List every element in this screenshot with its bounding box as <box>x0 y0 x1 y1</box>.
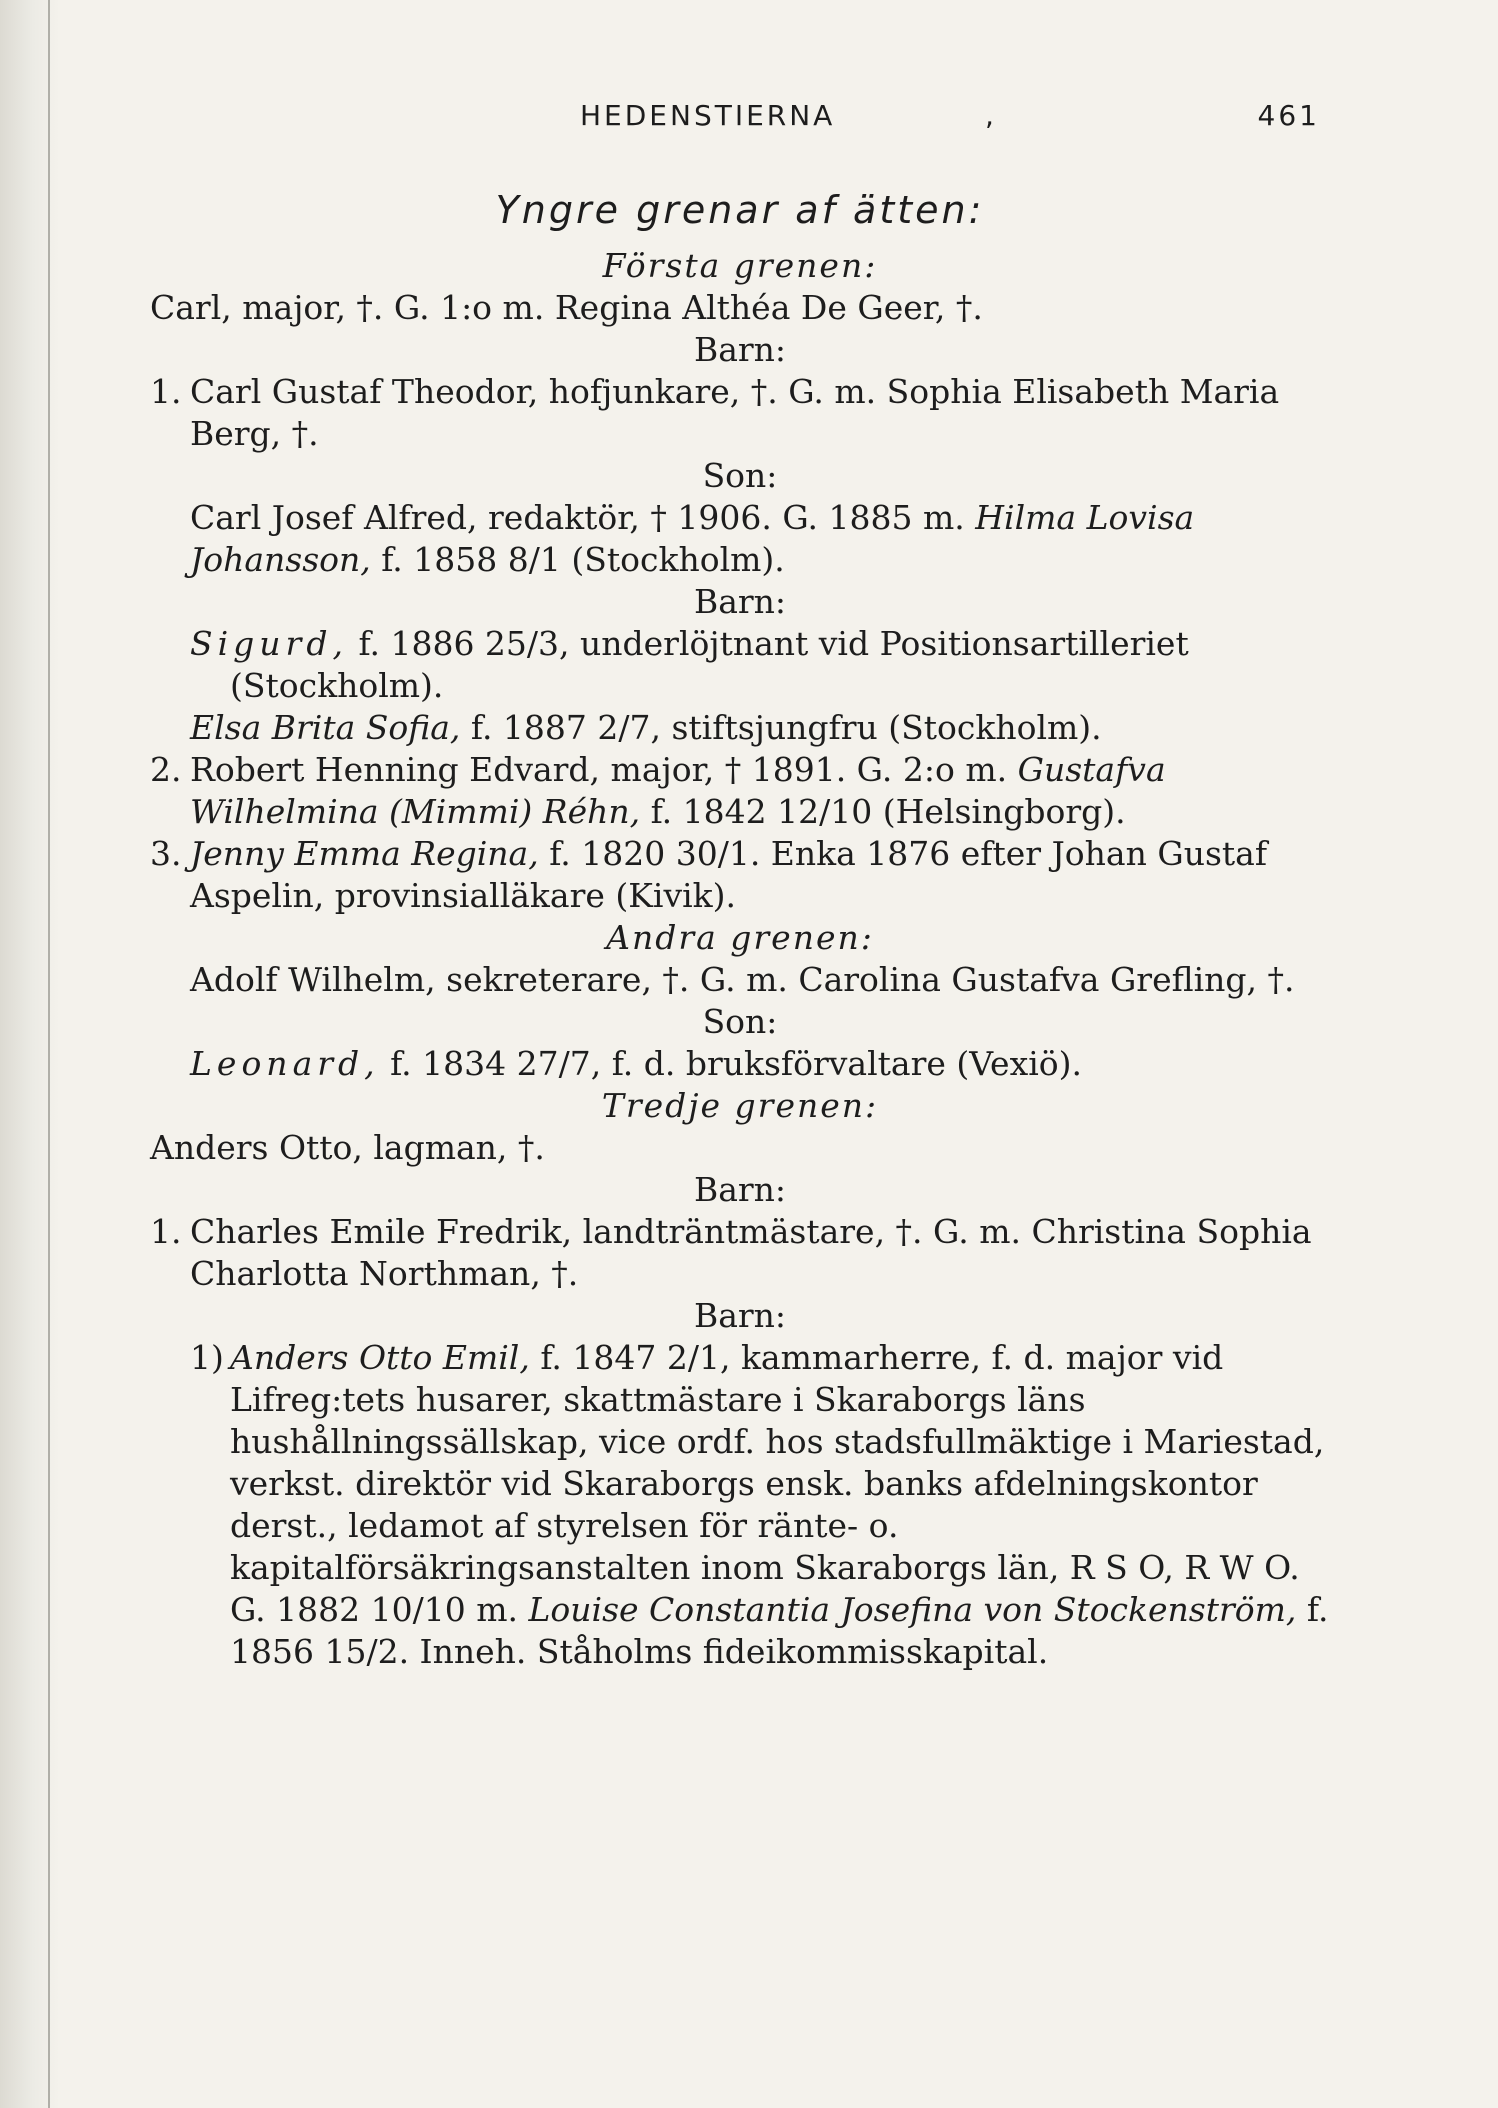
list-number: 1. <box>150 1212 182 1251</box>
barn-label: Barn: <box>693 330 787 369</box>
list-item <box>150 1337 1330 1673</box>
entry-text: f. 1887 2/7, stiftsjungfru (Stockholm). <box>470 708 1102 747</box>
son-label: Son: <box>702 456 778 495</box>
barn-label: Barn: <box>693 582 787 621</box>
list-item <box>150 1043 1330 1085</box>
entry-text: Charles Emile Fredrik, landträntmästare, †. G. m. Christina Sophia Charlotta Northman, †. <box>190 1212 1312 1293</box>
entry-text: f. 1842 12/10 (Helsingborg). <box>650 792 1126 831</box>
page-number: 461 <box>1257 99 1320 132</box>
list-number: 3. <box>150 834 182 873</box>
list-number: 1. <box>150 372 182 411</box>
section-title: Yngre grenar af ätten: <box>495 188 985 232</box>
list-item <box>150 623 1330 707</box>
branch-founder: Anders Otto, lagman, †. <box>150 1128 545 1167</box>
branch-heading: Första grenen: <box>602 246 878 285</box>
person-name: Leonard, <box>190 1044 380 1083</box>
list-number: 1) <box>190 1338 224 1377</box>
branch-heading: Tredje grenen: <box>601 1086 879 1125</box>
entry-text: Carl Gustaf Theodor, hofjunkare, †. G. m. Sophia Elisabeth Maria Berg, †. <box>190 372 1280 453</box>
list-number: 2. <box>150 750 182 789</box>
spouse-name: Louise Constantia Josefina von Stockenström, <box>528 1590 1297 1629</box>
list-item <box>150 707 1330 749</box>
son-label: Son: <box>702 1002 778 1041</box>
branch-heading: Andra grenen: <box>606 918 874 957</box>
running-title: HEDENSTIERNA <box>580 99 836 132</box>
branch-founder: Carl, major, †. G. 1:o m. Regina Althéa De Geer, †. <box>150 288 983 327</box>
list-item <box>150 833 1330 917</box>
spouse-name: Gustafva Wilhelmina (Mimmi) Réhn, <box>190 750 1166 831</box>
person-name: Sigurd, <box>190 624 348 663</box>
entry-text: Carl Josef Alfred, redaktör, † 1906. G. 1885 m. <box>190 498 965 537</box>
barn-label: Barn: <box>693 1170 787 1209</box>
list-item <box>150 497 1330 581</box>
entry-text: Robert Henning Edvard, major, † 1891. G. 2:o m. <box>190 750 1008 789</box>
book-page <box>150 95 1330 1673</box>
person-name: Jenny Emma Regina, <box>190 834 539 873</box>
person-name: Anders Otto Emil, <box>230 1338 530 1377</box>
list-item <box>150 749 1330 833</box>
barn-label: Barn: <box>693 1296 787 1335</box>
list-item <box>150 1211 1330 1295</box>
entry-text: f. 1856 15/2. Inneh. Ståholms fideikommisskapital. <box>230 1590 1329 1671</box>
list-item <box>150 371 1330 455</box>
branch-founder: Adolf Wilhelm, sekreterare, †. G. m. Carolina Gustafva Grefling, †. <box>190 960 1295 999</box>
page-spine-line <box>48 0 50 2108</box>
header-mark: , <box>985 99 997 132</box>
entry-text: f. 1820 30/1. Enka 1876 efter Johan Gustaf Aspelin, provinsialläkare (Kivik). <box>190 834 1268 915</box>
page-spine-shadow <box>0 0 60 2108</box>
entry-text: f. 1834 27/7, f. d. bruksförvaltare (Vexiö). <box>390 1044 1082 1083</box>
page-header <box>150 95 1330 141</box>
entry-text: f. 1886 25/3, underlöjtnant vid Positionsartilleriet (Stockholm). <box>230 624 1189 705</box>
entry-text: f. 1847 2/1, kammarherre, f. d. major vid Lifreg:tets husarer, skattmästare i Skaraborgs läns hushållningssällskap, vice ordf. hos stadsfullmäktige i Mariestad, verkst. direktör vid Skaraborgs ensk. banks afdelningskontor derst., ledamot af styrelsen för ränte- o. kapitalförsäkringsanstalten inom Skaraborgs län, R S O, R W O. G. 1882 10/10 m. <box>230 1338 1325 1629</box>
spouse-name: Hilma Lovisa Johansson, <box>190 498 1195 579</box>
entry-text: f. 1858 8/1 (Stockholm). <box>381 540 785 579</box>
person-name: Elsa Brita Sofia, <box>190 708 461 747</box>
